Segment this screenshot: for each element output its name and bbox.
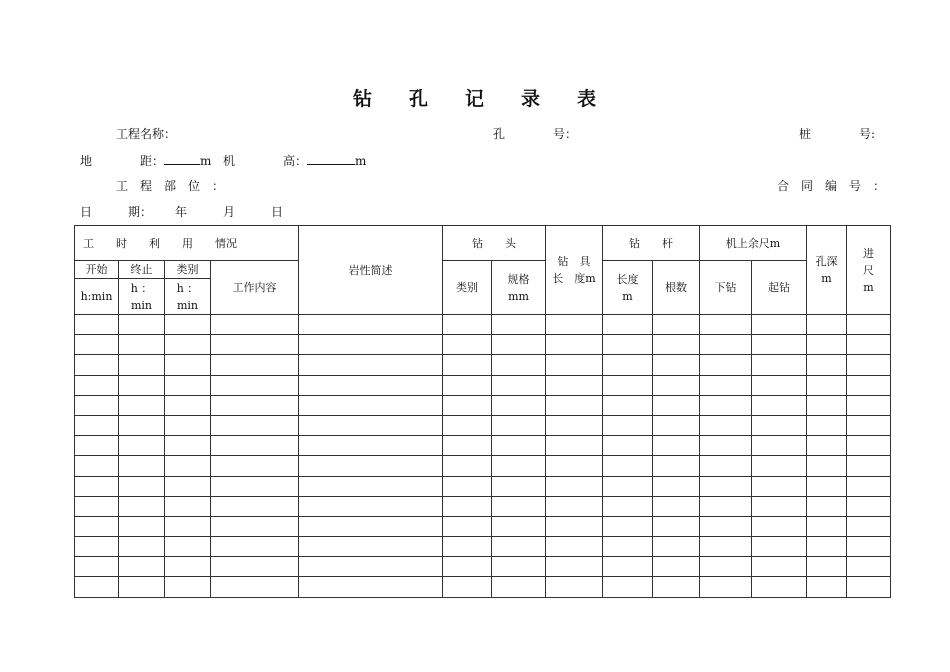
machine-remaining-header: 机上余尺m xyxy=(700,226,807,261)
table-cell[interactable] xyxy=(752,496,807,516)
table-cell[interactable] xyxy=(700,496,752,516)
table-cell[interactable] xyxy=(700,315,752,335)
contract-no-label: 合 同 编 号 ： xyxy=(777,179,886,193)
table-cell[interactable] xyxy=(603,395,653,415)
rod-length-label: 长度 xyxy=(616,272,639,286)
table-cell[interactable] xyxy=(752,355,807,375)
table-row xyxy=(75,537,891,557)
category-unit-h: h ： xyxy=(176,281,199,295)
table-cell[interactable] xyxy=(299,557,443,577)
start-header: 开始 xyxy=(75,261,119,279)
table-cell[interactable] xyxy=(119,537,165,557)
table-cell[interactable] xyxy=(653,415,700,435)
hole-no-label: 孔 号： xyxy=(493,127,578,141)
table-cell[interactable] xyxy=(75,496,119,516)
table-cell[interactable] xyxy=(299,476,443,496)
table-cell[interactable] xyxy=(700,456,752,476)
table-cell[interactable] xyxy=(211,557,299,577)
table-cell[interactable] xyxy=(119,496,165,516)
ground-distance-unit: m xyxy=(200,154,212,168)
table-cell[interactable] xyxy=(752,476,807,496)
table-cell[interactable] xyxy=(299,436,443,456)
table-cell[interactable] xyxy=(653,496,700,516)
rod-count-header: 根数 xyxy=(653,261,700,315)
table-cell[interactable] xyxy=(211,335,299,355)
ground-distance-blank[interactable] xyxy=(164,153,200,165)
table-cell[interactable] xyxy=(492,436,546,456)
table-cell[interactable] xyxy=(603,415,653,435)
table-cell[interactable] xyxy=(443,415,492,435)
table-cell[interactable] xyxy=(653,537,700,557)
table-cell[interactable] xyxy=(165,335,211,355)
table-cell[interactable] xyxy=(75,375,119,395)
table-cell[interactable] xyxy=(700,516,752,536)
table-cell[interactable] xyxy=(603,335,653,355)
table-cell[interactable] xyxy=(165,496,211,516)
table-cell[interactable] xyxy=(492,476,546,496)
table-cell[interactable] xyxy=(165,315,211,335)
table-cell[interactable] xyxy=(119,395,165,415)
table-cell[interactable] xyxy=(211,415,299,435)
table-cell[interactable] xyxy=(492,315,546,335)
footage-label-1: 进 xyxy=(863,246,874,260)
lift-drill-header: 起钻 xyxy=(752,261,807,315)
hole-depth-header xyxy=(807,226,847,315)
table-cell[interactable] xyxy=(752,516,807,536)
table-cell[interactable] xyxy=(807,496,847,516)
table-cell[interactable] xyxy=(653,436,700,456)
table-row xyxy=(75,335,891,355)
table-cell[interactable] xyxy=(546,415,603,435)
table-cell[interactable] xyxy=(492,355,546,375)
table-cell[interactable] xyxy=(653,315,700,335)
table-cell[interactable] xyxy=(443,395,492,415)
table-cell[interactable] xyxy=(807,557,847,577)
pile-no-label: 桩 号: xyxy=(799,127,876,141)
table-cell[interactable] xyxy=(546,577,603,597)
table-cell[interactable] xyxy=(603,516,653,536)
table-cell[interactable] xyxy=(443,557,492,577)
month-label: 月 xyxy=(223,205,236,219)
table-cell[interactable] xyxy=(165,557,211,577)
table-cell[interactable] xyxy=(443,335,492,355)
table-cell[interactable] xyxy=(119,476,165,496)
table-cell[interactable] xyxy=(119,557,165,577)
table-cell[interactable] xyxy=(700,415,752,435)
table-cell[interactable] xyxy=(546,375,603,395)
table-cell[interactable] xyxy=(75,355,119,375)
table-cell[interactable] xyxy=(211,375,299,395)
table-cell[interactable] xyxy=(847,335,891,355)
machine-height-field xyxy=(223,152,366,169)
table-cell[interactable] xyxy=(847,395,891,415)
table-cell[interactable] xyxy=(211,456,299,476)
page-title xyxy=(0,84,950,111)
time-usage-header: 工 时 利 用 情况 xyxy=(75,226,299,261)
table-cell[interactable] xyxy=(299,496,443,516)
drill-tool-label: 钻 具 xyxy=(557,255,591,268)
table-cell[interactable] xyxy=(752,375,807,395)
table-cell[interactable] xyxy=(299,355,443,375)
table-cell[interactable] xyxy=(119,577,165,597)
end-unit-min: min xyxy=(130,298,153,312)
table-cell[interactable] xyxy=(700,436,752,456)
table-cell[interactable] xyxy=(847,557,891,577)
table-cell[interactable] xyxy=(119,415,165,435)
table-cell[interactable] xyxy=(492,577,546,597)
table-cell[interactable] xyxy=(546,476,603,496)
table-cell[interactable] xyxy=(299,415,443,435)
table-cell[interactable] xyxy=(700,557,752,577)
table-row xyxy=(75,355,891,375)
table-cell[interactable] xyxy=(443,496,492,516)
table-cell[interactable] xyxy=(492,335,546,355)
table-cell[interactable] xyxy=(443,456,492,476)
hole-depth-label: 孔深 xyxy=(815,255,838,268)
title-char: 记 xyxy=(464,88,485,110)
table-cell[interactable] xyxy=(653,395,700,415)
table-cell[interactable] xyxy=(546,315,603,335)
footage-label-2: 尺 xyxy=(863,263,874,277)
table-cell[interactable] xyxy=(847,516,891,536)
table-cell[interactable] xyxy=(299,577,443,597)
table-row xyxy=(75,516,891,536)
category-unit-min: min xyxy=(176,298,199,312)
table-cell[interactable] xyxy=(492,557,546,577)
end-unit xyxy=(119,279,165,315)
drilling-record-table xyxy=(74,225,891,598)
table-cell[interactable] xyxy=(165,456,211,476)
start-unit: h:min xyxy=(75,279,119,315)
table-cell[interactable] xyxy=(653,476,700,496)
table-cell[interactable] xyxy=(700,395,752,415)
table-cell[interactable] xyxy=(807,415,847,435)
table-cell[interactable] xyxy=(752,335,807,355)
bit-type-header: 类别 xyxy=(443,261,492,315)
table-cell[interactable] xyxy=(211,537,299,557)
table-cell[interactable] xyxy=(546,335,603,355)
table-cell[interactable] xyxy=(211,355,299,375)
end-header: 终止 xyxy=(119,261,165,279)
table-cell[interactable] xyxy=(75,436,119,456)
table-cell[interactable] xyxy=(443,577,492,597)
table-cell[interactable] xyxy=(807,395,847,415)
table-cell[interactable] xyxy=(603,456,653,476)
table-cell[interactable] xyxy=(211,436,299,456)
table-cell[interactable] xyxy=(299,516,443,536)
table-row xyxy=(75,436,891,456)
table-cell[interactable] xyxy=(75,315,119,335)
table-cell[interactable] xyxy=(119,355,165,375)
table-cell[interactable] xyxy=(700,577,752,597)
year-label: 年 xyxy=(175,205,188,219)
table-cell[interactable] xyxy=(700,355,752,375)
table-cell[interactable] xyxy=(119,516,165,536)
table-cell[interactable] xyxy=(443,516,492,536)
title-char: 钻 xyxy=(352,88,373,110)
table-cell[interactable] xyxy=(603,476,653,496)
table-cell[interactable] xyxy=(546,456,603,476)
table-cell[interactable] xyxy=(653,355,700,375)
table-row xyxy=(75,395,891,415)
table-cell[interactable] xyxy=(752,577,807,597)
table-cell[interactable] xyxy=(700,537,752,557)
table-cell[interactable] xyxy=(492,456,546,476)
table-cell[interactable] xyxy=(492,537,546,557)
table-cell[interactable] xyxy=(752,537,807,557)
table-cell[interactable] xyxy=(700,335,752,355)
end-unit-h: h ： xyxy=(130,281,153,295)
table-cell[interactable] xyxy=(299,456,443,476)
drill-tool-header xyxy=(546,226,603,315)
table-cell[interactable] xyxy=(847,476,891,496)
table-cell[interactable] xyxy=(75,456,119,476)
rod-length-unit: m xyxy=(622,289,633,303)
table-cell[interactable] xyxy=(752,395,807,415)
table-cell[interactable] xyxy=(847,415,891,435)
title-char: 录 xyxy=(521,88,542,110)
table-cell[interactable] xyxy=(492,415,546,435)
day-label: 日 xyxy=(271,205,284,219)
table-cell[interactable] xyxy=(653,577,700,597)
title-char: 孔 xyxy=(408,88,429,110)
table-cell[interactable] xyxy=(603,315,653,335)
footage-unit: m xyxy=(863,280,874,294)
ground-distance-field xyxy=(80,152,211,169)
table-cell[interactable] xyxy=(546,557,603,577)
table-cell[interactable] xyxy=(847,577,891,597)
table-cell[interactable] xyxy=(847,456,891,476)
table-cell[interactable] xyxy=(165,355,211,375)
table-cell[interactable] xyxy=(807,516,847,536)
work-content-header: 工作内容 xyxy=(211,261,299,315)
table-cell[interactable] xyxy=(752,436,807,456)
table-cell[interactable] xyxy=(847,496,891,516)
table-cell[interactable] xyxy=(211,315,299,335)
bit-spec-label: 规格 xyxy=(507,272,530,286)
table-cell[interactable] xyxy=(165,375,211,395)
table-row xyxy=(75,415,891,435)
table-cell[interactable] xyxy=(807,476,847,496)
footage-header xyxy=(847,226,891,315)
table-cell[interactable] xyxy=(603,577,653,597)
lower-drill-header: 下钻 xyxy=(700,261,752,315)
table-row xyxy=(75,476,891,496)
lithology-header: 岩性简述 xyxy=(299,226,443,315)
table-cell[interactable] xyxy=(119,335,165,355)
table-cell[interactable] xyxy=(211,577,299,597)
table-cell[interactable] xyxy=(165,476,211,496)
table-cell[interactable] xyxy=(807,375,847,395)
table-cell[interactable] xyxy=(211,395,299,415)
table-cell[interactable] xyxy=(443,375,492,395)
table-body xyxy=(75,315,891,598)
table-cell[interactable] xyxy=(75,537,119,557)
table-cell[interactable] xyxy=(752,456,807,476)
table-cell[interactable] xyxy=(75,395,119,415)
table-row xyxy=(75,375,891,395)
table-row xyxy=(75,315,891,335)
title-char: 表 xyxy=(577,88,598,110)
table-cell[interactable] xyxy=(847,355,891,375)
table-cell[interactable] xyxy=(603,496,653,516)
table-cell[interactable] xyxy=(807,537,847,557)
table-cell[interactable] xyxy=(165,516,211,536)
category-header: 类别 xyxy=(165,261,211,279)
table-row xyxy=(75,496,891,516)
table-cell[interactable] xyxy=(546,537,603,557)
table-cell[interactable] xyxy=(603,537,653,557)
category-unit xyxy=(165,279,211,315)
ground-distance-label: 地 距： xyxy=(80,154,165,168)
table-row xyxy=(75,557,891,577)
table-cell[interactable] xyxy=(443,537,492,557)
table-cell[interactable] xyxy=(807,355,847,375)
table-row xyxy=(75,577,891,597)
table-cell[interactable] xyxy=(546,355,603,375)
drill-tool-length-label: 长 度m xyxy=(552,272,596,285)
table-cell[interactable] xyxy=(492,375,546,395)
table-cell[interactable] xyxy=(603,436,653,456)
bit-header: 钻 头 xyxy=(443,226,546,261)
bit-spec-header xyxy=(492,261,546,315)
table-cell[interactable] xyxy=(807,315,847,335)
table-cell[interactable] xyxy=(807,456,847,476)
table-cell[interactable] xyxy=(492,516,546,536)
table-cell[interactable] xyxy=(299,395,443,415)
machine-height-label: 机 高： xyxy=(223,154,308,168)
table-cell[interactable] xyxy=(807,436,847,456)
table-cell[interactable] xyxy=(847,375,891,395)
table-cell[interactable] xyxy=(443,436,492,456)
table-cell[interactable] xyxy=(211,516,299,536)
machine-height-unit: m xyxy=(355,154,367,168)
table-cell[interactable] xyxy=(75,335,119,355)
table-cell[interactable] xyxy=(847,537,891,557)
table-cell[interactable] xyxy=(653,375,700,395)
table-cell[interactable] xyxy=(752,557,807,577)
table-cell[interactable] xyxy=(165,577,211,597)
table-cell[interactable] xyxy=(165,415,211,435)
table-cell[interactable] xyxy=(807,577,847,597)
table-cell[interactable] xyxy=(211,496,299,516)
table-cell[interactable] xyxy=(700,476,752,496)
table-row xyxy=(75,456,891,476)
table-cell[interactable] xyxy=(165,436,211,456)
table-cell[interactable] xyxy=(119,375,165,395)
date-field xyxy=(80,203,283,220)
table-cell[interactable] xyxy=(299,375,443,395)
rod-length-header xyxy=(603,261,653,315)
table-cell[interactable] xyxy=(847,436,891,456)
table-cell[interactable] xyxy=(653,516,700,536)
table-cell[interactable] xyxy=(165,537,211,557)
table-cell[interactable] xyxy=(700,375,752,395)
table-cell[interactable] xyxy=(807,335,847,355)
table-cell[interactable] xyxy=(546,516,603,536)
table-cell[interactable] xyxy=(443,315,492,335)
table-cell[interactable] xyxy=(299,537,443,557)
table-cell[interactable] xyxy=(847,315,891,335)
table-cell[interactable] xyxy=(546,395,603,415)
table-cell[interactable] xyxy=(119,456,165,476)
table-cell[interactable] xyxy=(75,476,119,496)
table-cell[interactable] xyxy=(603,375,653,395)
table-cell[interactable] xyxy=(492,496,546,516)
table-cell[interactable] xyxy=(299,335,443,355)
table-cell[interactable] xyxy=(211,476,299,496)
table-cell[interactable] xyxy=(546,496,603,516)
table-cell[interactable] xyxy=(653,456,700,476)
table-cell[interactable] xyxy=(603,355,653,375)
table-cell[interactable] xyxy=(752,415,807,435)
table-cell[interactable] xyxy=(119,315,165,335)
project-location-label: 工 程 部 位 ： xyxy=(116,179,225,193)
bit-spec-unit: mm xyxy=(508,289,529,303)
date-label: 日 期： xyxy=(80,205,153,219)
table-cell[interactable] xyxy=(299,315,443,335)
table-cell[interactable] xyxy=(443,355,492,375)
table-cell[interactable] xyxy=(752,315,807,335)
table-cell[interactable] xyxy=(165,395,211,415)
drill-rod-header: 钻 杆 xyxy=(603,226,700,261)
table-cell[interactable] xyxy=(443,476,492,496)
table-cell[interactable] xyxy=(75,516,119,536)
hole-depth-unit: m xyxy=(821,272,832,285)
table-cell[interactable] xyxy=(75,415,119,435)
table-cell[interactable] xyxy=(653,335,700,355)
table-cell[interactable] xyxy=(119,436,165,456)
table-cell[interactable] xyxy=(653,557,700,577)
project-name-label: 工程名称： xyxy=(116,127,177,141)
machine-height-blank[interactable] xyxy=(307,153,355,165)
table-cell[interactable] xyxy=(75,577,119,597)
table-cell[interactable] xyxy=(492,395,546,415)
table-cell[interactable] xyxy=(75,557,119,577)
table-cell[interactable] xyxy=(603,557,653,577)
table-cell[interactable] xyxy=(546,436,603,456)
